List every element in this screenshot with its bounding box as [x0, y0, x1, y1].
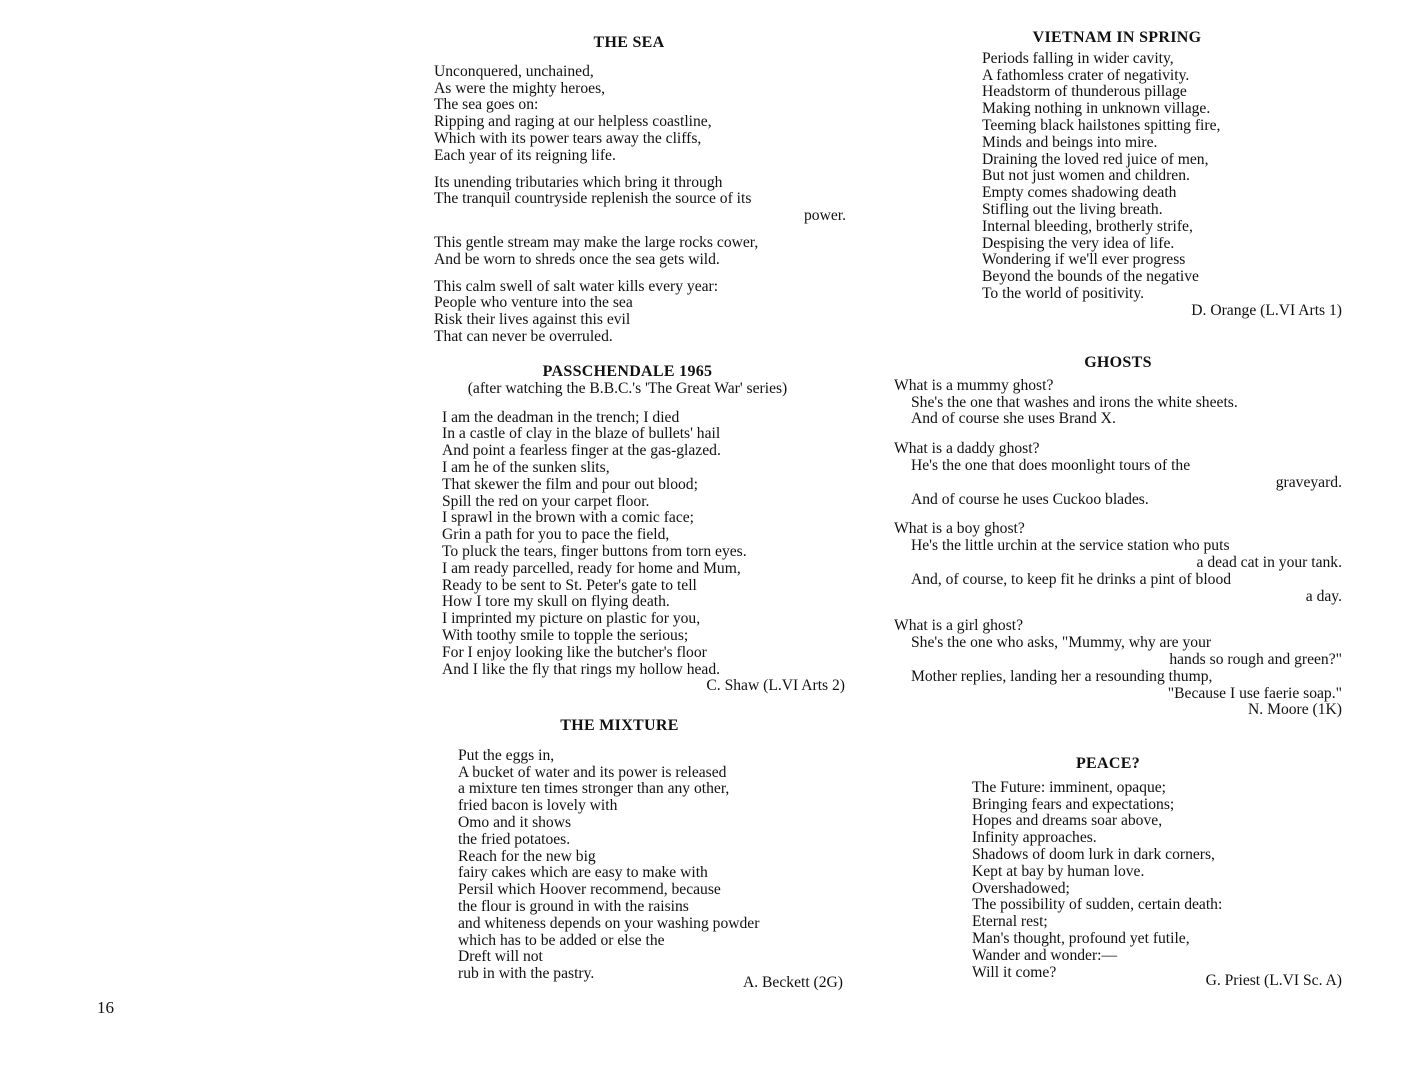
poem-line: That can never be overruled. — [434, 327, 613, 345]
stanza — [894, 618, 1342, 702]
poem-question: What is a boy ghost? — [894, 520, 1025, 538]
poem-line-wrap: graveyard. — [1275, 473, 1342, 491]
poem-line: Teeming black hailstones spitting fire, — [982, 116, 1221, 134]
poem-line: And of course she uses Brand X. — [911, 410, 1116, 428]
poem-line: fried bacon is lovely with — [458, 797, 618, 815]
poem-line: which has to be added or else the — [458, 931, 665, 949]
poem-line: As were the mighty heroes, — [434, 79, 606, 97]
poem-question: What is a girl ghost? — [894, 617, 1024, 635]
poem-title: THE SEA — [593, 34, 665, 51]
poem-title: VIETNAM IN SPRING — [1032, 29, 1202, 46]
poem-vietnam-in-spring — [982, 30, 1342, 320]
poem-passchendale — [410, 364, 845, 695]
stanza — [434, 279, 846, 346]
poem-line: and whiteness depends on your washing powder — [458, 914, 760, 932]
poem-line: I am the deadman in the trench; I died — [442, 408, 680, 426]
poem-title: PEACE? — [1075, 755, 1141, 772]
poem-line: a mixture ten times stronger than any other, — [458, 780, 730, 798]
poem-line: Periods falling in wider cavity, — [982, 49, 1174, 67]
poem-line: Hopes and dreams soar above, — [972, 812, 1163, 830]
poem-line: Beyond the bounds of the negative — [982, 268, 1199, 286]
poem-line: Wondering if we'll ever progress — [982, 251, 1186, 269]
poem-line: Its unending tributaries which bring it through — [434, 173, 723, 191]
poem-line: Overshadowed; — [972, 879, 1070, 897]
poem-line: I am ready parcelled, ready for home and Mum, — [442, 559, 741, 577]
stanza — [434, 235, 846, 269]
poem-author: D. Orange (L.VI Arts 1) — [1191, 301, 1342, 319]
poem-line-wrap: hands so rough and green?" — [1169, 650, 1342, 668]
poem-peace — [972, 756, 1342, 990]
poem-line: I am he of the sunken slits, — [442, 458, 610, 476]
poem-line: And point a fearless finger at the gas-glazed. — [442, 442, 721, 460]
poem-line: To the world of positivity. — [982, 284, 1145, 302]
poem-line: Ripping and raging at our helpless coastline, — [434, 113, 712, 131]
poem-line: rub in with the pastry. — [458, 965, 595, 983]
stanza — [972, 780, 1342, 982]
poem-line: I sprawl in the brown with a comic face; — [442, 509, 695, 527]
poem-line: Risk their lives against this evil — [434, 311, 631, 329]
poem-line: Dreft will not — [458, 948, 543, 966]
stanza — [894, 378, 1342, 428]
poem-line: Ready to be sent to St. Peter's gate to tell — [442, 576, 697, 594]
poem-line: And be worn to shreds once the sea gets wild. — [434, 250, 720, 268]
poem-line: Spill the red on your carpet floor. — [442, 492, 650, 510]
poem-line: And I like the fly that rings my hollow head. — [442, 660, 721, 678]
poem-line: But not just women and children. — [982, 167, 1190, 185]
poem-line: And of course he uses Cuckoo blades. — [911, 490, 1149, 508]
poem-line: The Future: imminent, opaque; — [972, 778, 1167, 796]
stanza — [982, 51, 1342, 303]
stanza — [458, 748, 843, 983]
poem-line: the fried potatoes. — [458, 830, 571, 848]
poem-line: This calm swell of salt water kills every year: — [434, 277, 719, 295]
poem-line: She's the one that washes and irons the white sheets. — [911, 393, 1238, 411]
poem-line: With toothy smile to topple the serious; — [442, 626, 689, 644]
poem-line: Omo and it shows — [458, 813, 572, 831]
poem-line: Put the eggs in, — [458, 746, 555, 764]
poem-line: Despising the very idea of life. — [982, 234, 1175, 252]
poem-line: This gentle stream may make the large rocks cower, — [434, 233, 759, 251]
stanza — [410, 410, 845, 679]
poem-question: What is a mummy ghost? — [894, 376, 1054, 394]
poem-line: He's the one that does moonlight tours of the — [911, 456, 1191, 474]
stanza — [894, 521, 1342, 605]
poem-line: Stifling out the living breath. — [982, 200, 1163, 218]
poem-line: To pluck the tears, finger buttons from torn eyes. — [442, 542, 747, 560]
poem-line: Draining the loved red juice of men, — [982, 150, 1209, 168]
poem-line: A bucket of water and its power is released — [458, 763, 727, 781]
poem-line: Reach for the new big — [458, 847, 596, 865]
poem-line: That skewer the film and pour out blood; — [442, 475, 698, 493]
poem-line-wrap: a dead cat in your tank. — [1196, 553, 1342, 571]
poem-line: Kept at bay by human love. — [972, 862, 1145, 880]
page-number: 16 — [97, 998, 114, 1017]
poem-line: In a castle of clay in the blaze of bullets' hail — [442, 425, 721, 443]
poem-the-sea — [434, 35, 846, 346]
poem-line: the flour is ground in with the raisins — [458, 897, 689, 915]
poem-line: The possibility of sudden, certain death: — [972, 896, 1223, 914]
poem-title: PASSCHENDALE 1965 — [542, 363, 713, 380]
poem-line: She's the one who asks, "Mummy, why are your — [911, 634, 1212, 652]
poem-line: Empty comes shadowing death — [982, 184, 1177, 202]
poem-the-mixture — [458, 718, 843, 992]
poem-line: Mother replies, landing her a resounding thump, — [911, 667, 1213, 685]
poem-line: Making nothing in unknown village. — [982, 100, 1211, 118]
poem-line: Minds and beings into mire. — [982, 133, 1158, 151]
poem-line-wrap: power. — [803, 207, 846, 225]
poem-line: Eternal rest; — [972, 913, 1048, 931]
poem-subtitle: (after watching the B.B.C.'s 'The Great War' series) — [467, 379, 788, 397]
poem-line: The tranquil countryside replenish the source of its — [434, 190, 752, 208]
poem-line: People who venture into the sea — [434, 294, 633, 312]
poem-line-wrap: "Because I use faerie soap." — [1167, 684, 1342, 702]
poem-line: I imprinted my picture on plastic for you, — [442, 610, 701, 628]
poem-line: Bringing fears and expectations; — [972, 795, 1175, 813]
poem-line-wrap: a day. — [1305, 587, 1342, 605]
poem-line: How I tore my skull on flying death. — [442, 593, 670, 611]
poem-line: He's the little urchin at the service station who puts — [911, 537, 1230, 555]
stanza — [894, 441, 1342, 508]
poem-title: GHOSTS — [1084, 354, 1152, 371]
stanza — [434, 175, 846, 225]
poem-line: A fathomless crater of negativity. — [982, 66, 1190, 84]
poem-line: The sea goes on: — [434, 96, 539, 114]
poem-ghosts — [894, 355, 1342, 719]
poem-question: What is a daddy ghost? — [894, 440, 1040, 458]
poem-line: Which with its power tears away the cliffs, — [434, 129, 702, 147]
poem-author: C. Shaw (L.VI Arts 2) — [706, 677, 845, 695]
poem-author: G. Priest (L.VI Sc. A) — [1205, 972, 1342, 990]
poem-line: Will it come? — [972, 963, 1057, 981]
poem-author: A. Beckett (2G) — [742, 973, 843, 991]
poem-line: Unconquered, unchained, — [434, 62, 594, 80]
poem-title: THE MIXTURE — [560, 717, 679, 734]
poem-line: Grin a path for you to pace the field, — [442, 526, 670, 544]
poem-line: Shadows of doom lurk in dark corners, — [972, 845, 1215, 863]
poem-line: Wander and wonder:— — [972, 946, 1118, 964]
poem-line: Headstorm of thunderous pillage — [982, 83, 1187, 101]
poem-line: For I enjoy looking like the butcher's floor — [442, 643, 707, 661]
poem-line: Internal bleeding, brotherly strife, — [982, 217, 1193, 235]
poem-line: Man's thought, profound yet futile, — [972, 929, 1190, 947]
poem-line: Infinity approaches. — [972, 829, 1097, 847]
poem-line: Persil which Hoover recommend, because — [458, 881, 721, 899]
poem-line: Each year of its reigning life. — [434, 146, 616, 164]
poem-line: And, of course, to keep fit he drinks a pint of blood — [911, 570, 1232, 588]
poem-author: N. Moore (1K) — [1248, 701, 1342, 719]
stanza — [434, 64, 846, 165]
poem-line: fairy cakes which are easy to make with — [458, 864, 708, 882]
